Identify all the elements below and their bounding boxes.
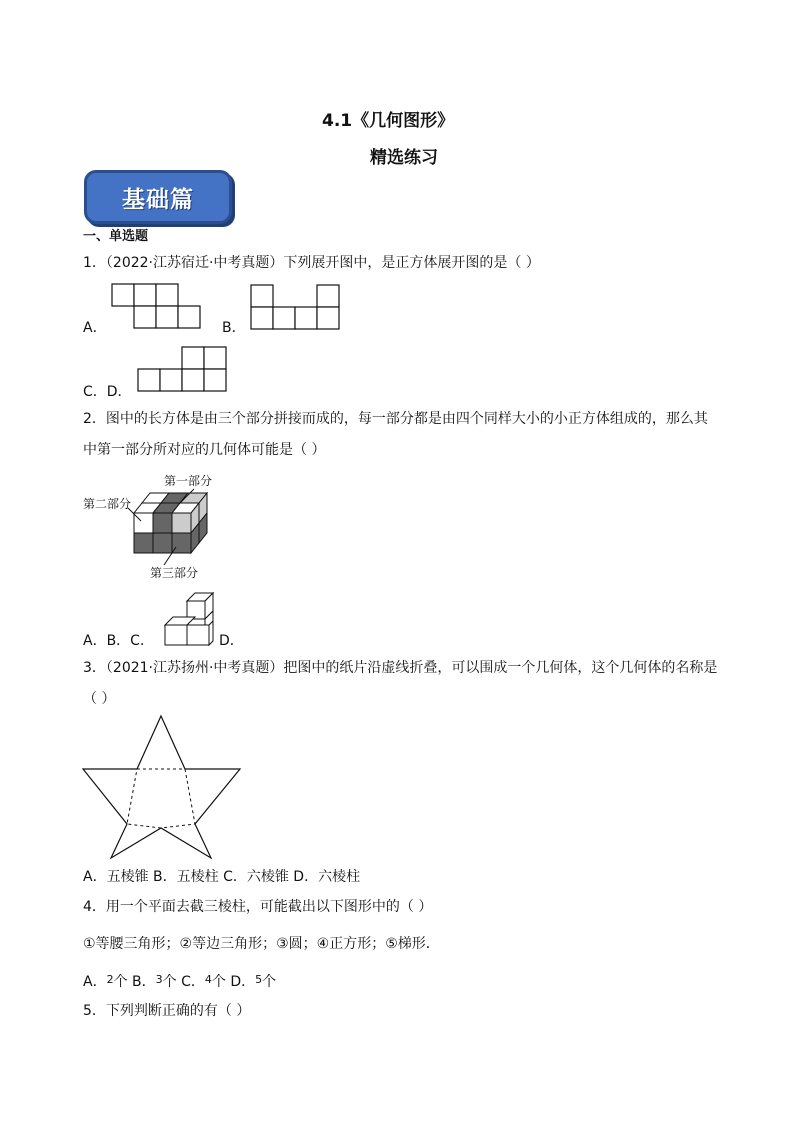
- question-1-stem: 1．（2022·江苏宿迁·中考真题）下列展开图中，是正方体展开图的是（ ）: [83, 255, 540, 271]
- section-badge-label: 基础篇: [122, 185, 194, 213]
- question-5-stem: 5．下列判断正确的有（ ）: [83, 1003, 251, 1019]
- q1-option-a-label: A．: [83, 320, 107, 336]
- q4-option-d-value: 5: [255, 973, 263, 986]
- q4-items-line: ①等腰三角形；②等边三角形；③圆；④正方形；⑤梯形．: [83, 936, 440, 952]
- q4-option-c-value: 4: [204, 973, 212, 986]
- question-2-stem-line-1: 2．图中的长方体是由三个部分拼接而成的，每一部分都是由四个同样大小的小正方体组成的，那么其: [83, 411, 708, 427]
- q2-label-part-2: 第二部分: [83, 497, 132, 511]
- q4-option-b-value: 3: [155, 973, 163, 986]
- q1-option-cd-label: C．D．: [83, 384, 132, 400]
- q4-unit: 个: [262, 974, 277, 990]
- q1-option-b-label: B．: [222, 320, 246, 336]
- q4-options: [83, 970, 276, 992]
- question-3-stem-line-2: （ ）: [83, 691, 116, 707]
- q4-option-a-value: 2: [106, 973, 114, 986]
- section-heading: 一、单选题: [83, 229, 149, 244]
- q4-option-b-label: 个 B．: [113, 974, 156, 990]
- question-3-stem-line-1: 3．（2021·江苏扬州·中考真题）把图中的纸片沿虚线折叠，可以围成一个几何体，这个几何体的名称是: [83, 660, 718, 676]
- question-2-stem-line-2: 中第一部分所对应的几何体可能是（ ）: [83, 442, 326, 458]
- q4-option-d-label: 个 D．: [211, 974, 256, 990]
- q3-options: A．五棱锥 B．五棱柱 C．六棱锥 D．六棱柱: [83, 869, 361, 885]
- document-subtitle: 精选练习: [370, 148, 438, 168]
- q2-option-abc-label: A．B．C．: [83, 633, 154, 649]
- question-4-stem: 4．用一个平面去截三棱柱，可能截出以下图形中的（ ）: [83, 899, 433, 915]
- q4-option-a-label: A．: [83, 974, 107, 990]
- q2-label-part-1: 第一部分: [164, 474, 213, 488]
- q2-option-d-label: D．: [219, 633, 244, 649]
- q2-label-part-3: 第三部分: [150, 566, 199, 580]
- document-title: 4.1《几何图形》: [322, 111, 455, 131]
- q4-option-c-label: 个 C．: [162, 974, 205, 990]
